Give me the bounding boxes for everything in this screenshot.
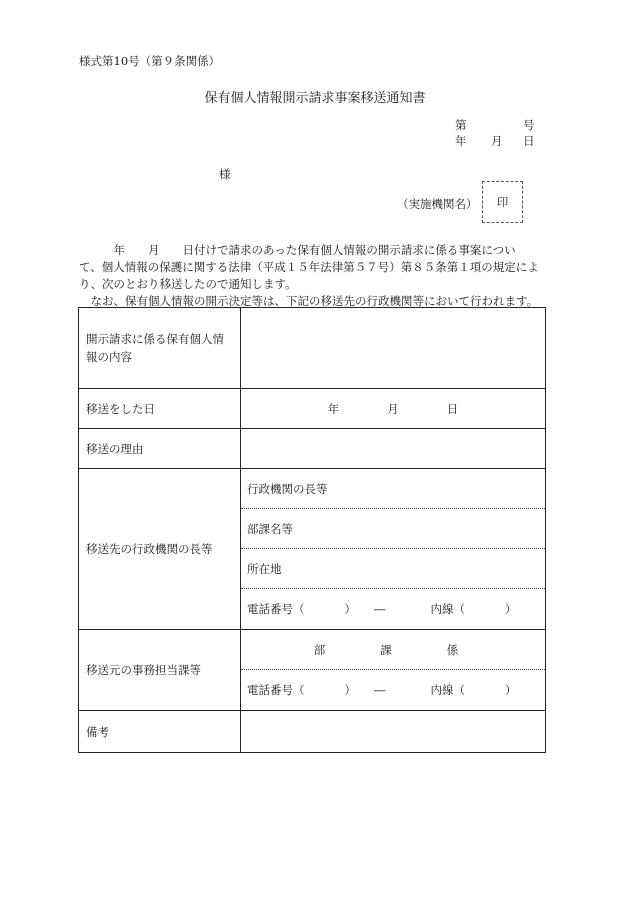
dest-address-field[interactable] [241,549,545,589]
dest-head-label: 行政機関の長等 [247,481,328,496]
body-line: り、次のとおり移送したので通知します。 [79,277,297,291]
source-kakari: 係 [446,642,459,657]
tel-label: 電話番号（ [247,602,305,616]
remarks-cell[interactable] [241,711,546,753]
transfer-day: 日 [446,401,459,416]
dest-dept-label: 部課名等 [247,521,293,536]
addressee: 様 [219,167,231,181]
row-label-reason: 移送の理由 [79,429,241,469]
seal-label: 印 [496,195,509,209]
table-row [79,711,546,753]
ext-close: ） [505,683,517,697]
date-month: 月 [491,134,503,148]
destination-cell [241,469,546,630]
date-year: 年 [455,134,467,148]
ext-label: 内線（ [430,602,465,616]
reason-cell[interactable] [241,429,546,469]
body-line: 年 月 日付けで請求のあった保有個人情報の開示請求に係る事案につい [79,243,516,257]
transfer-year: 年 [327,401,340,416]
number-suffix: 号 [523,118,535,132]
tel-label: 電話番号（ [247,683,305,697]
info-table [78,307,546,753]
transfer-month: 月 [387,401,399,416]
content-cell[interactable] [241,308,546,389]
body-text [79,242,549,310]
dest-head-field[interactable] [241,469,545,509]
number-prefix: 第 [455,118,467,132]
tel-dash: ― [374,683,386,697]
table-row [79,389,546,429]
row-label-content: 開示請求に係る保有個人情報の内容 [79,308,241,389]
body-line: なお、保有個人情報の開示決定等は、下記の移送先の行政機関等において行われます。 [79,294,539,308]
form-number: 様式第10号（第９条関係） [79,54,221,68]
table-row [79,308,546,389]
ext-label: 内線（ [430,683,465,697]
ext-close: ） [505,602,517,616]
transfer-date-cell[interactable] [241,389,546,429]
source-phone-field[interactable] [241,670,545,710]
row-label-source: 移送元の事務担当課等 [79,630,241,711]
document-number [455,117,535,133]
row-label-remarks: 備考 [79,711,241,753]
tel-dash: ― [374,602,386,616]
body-line: て、個人情報の保護に関する法律（平成１５年法律第５７号）第８５条第１項の規定によ [79,260,539,274]
table-row [79,429,546,469]
source-dept-field[interactable] [241,630,545,670]
dest-phone-field[interactable] [241,589,545,629]
table-row [79,630,546,711]
tel-close: ） [344,602,356,616]
tel-close: ） [344,683,356,697]
table-row [79,469,546,630]
row-label-destination: 移送先の行政機関の長等 [79,469,241,630]
row-label-transfer-date: 移送をした日 [79,389,241,429]
source-ka: 課 [380,642,392,657]
document-title: 保有個人情報開示請求事案移送通知書 [204,91,426,106]
agency-label: （実施機関名） [397,197,478,211]
dest-address-label: 所在地 [247,561,282,576]
source-cell [241,630,546,711]
date-day: 日 [523,134,535,148]
dest-dept-field[interactable] [241,509,545,549]
source-bu: 部 [313,642,326,657]
seal-box [482,181,523,223]
